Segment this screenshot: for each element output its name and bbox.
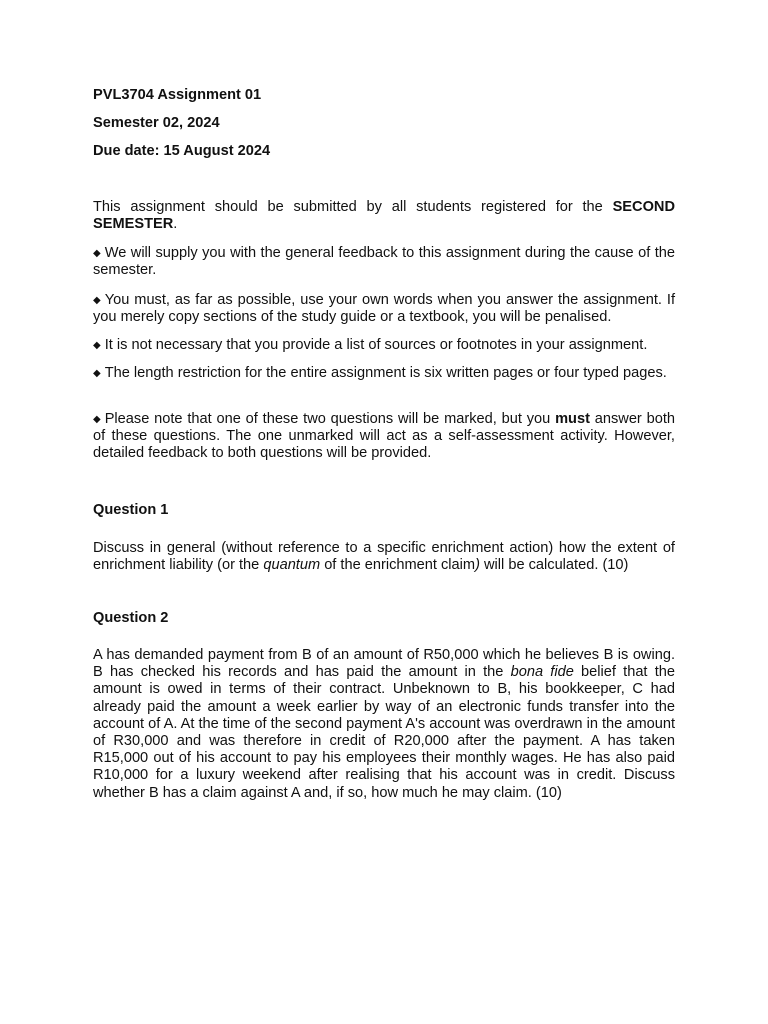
- bullet-item-feedback: [93, 245, 675, 279]
- document-page: [93, 0, 675, 1024]
- diamond-bullet-icon: ◆: [93, 340, 101, 351]
- bullet-text-end: answer both of these questions. The one unmarked will act as a self-assessment activity. However, detailed feedback to both questions will be provided.: [93, 411, 676, 462]
- due-date-line: Due date: 15 August 2024: [93, 143, 271, 159]
- q1-text-mid: of the enrichment claim: [320, 557, 476, 574]
- q2-italic-term: bona fide: [510, 664, 574, 681]
- question-2-heading: Question 2: [93, 610, 169, 626]
- q1-italic-paren: ): [475, 557, 480, 574]
- diamond-bullet-icon: ◆: [93, 368, 101, 379]
- bullet-text: The length restriction for the entire assignment is six written pages or four typed pages.: [104, 365, 667, 381]
- semester-line: Semester 02, 2024: [93, 115, 220, 131]
- bullet-text: Please note that one of these two questions will be marked, but you: [104, 411, 556, 427]
- q1-text-start: Discuss in general (without reference to a specific enrichment action) how the extent of enrichment liability (or the: [93, 540, 675, 574]
- bullet-item-own-words: [93, 292, 675, 326]
- bullet-item-sources: [93, 337, 675, 354]
- q1-italic-term: quantum: [263, 557, 321, 574]
- assignment-title: PVL3704 Assignment 01: [93, 87, 262, 103]
- bullet-text: You must, as far as possible, use your own words when you answer the assignment. If you merely copy sections of the study guide or a textbook, you will be penalised.: [93, 292, 675, 326]
- bullet-emphasis: must: [555, 411, 590, 427]
- bullet-item-marking: [93, 411, 675, 463]
- intro-period: .: [173, 216, 178, 233]
- question-2-text: [93, 647, 675, 802]
- q1-text-end: will be calculated. (10): [479, 557, 629, 574]
- intro-text: This assignment should be submitted by all students registered for the: [93, 199, 613, 215]
- q2-text-start: A has demanded payment from B of an amount of R50,000 which he believes B is owing. B has checked his records and has paid the amount in the: [93, 647, 675, 681]
- question-1-text: [93, 540, 675, 574]
- diamond-bullet-icon: ◆: [93, 248, 101, 259]
- diamond-bullet-icon: ◆: [93, 295, 101, 306]
- bullet-text: It is not necessary that you provide a list of sources or footnotes in your assignment.: [104, 337, 648, 353]
- intro-paragraph: [93, 199, 675, 233]
- q2-text-end: belief that the amount is owed in terms of their contract. Unbeknown to B, his bookkeeper, C had already paid the amount a week earlier by way of an electronic funds transfer into the account of A. At the time of the second payment A's account was overdrawn in the amount of R30,000 and was therefore in credit of R20,000 after the payment. A has taken R15,000 out of his account to pay his employees their monthly wages. He has also paid R10,000 for a luxury weekend after realising that his account was in credit. Discuss whether B has a claim against A and, if so, how much he may claim. (10): [93, 664, 676, 801]
- diamond-bullet-icon: ◆: [93, 414, 101, 425]
- bullet-text: We will supply you with the general feedback to this assignment during the cause of the semester.: [93, 245, 675, 279]
- question-1-heading: Question 1: [93, 502, 169, 518]
- bullet-item-length: [93, 365, 675, 382]
- intro-emphasis: SECOND SEMESTER: [93, 199, 675, 233]
